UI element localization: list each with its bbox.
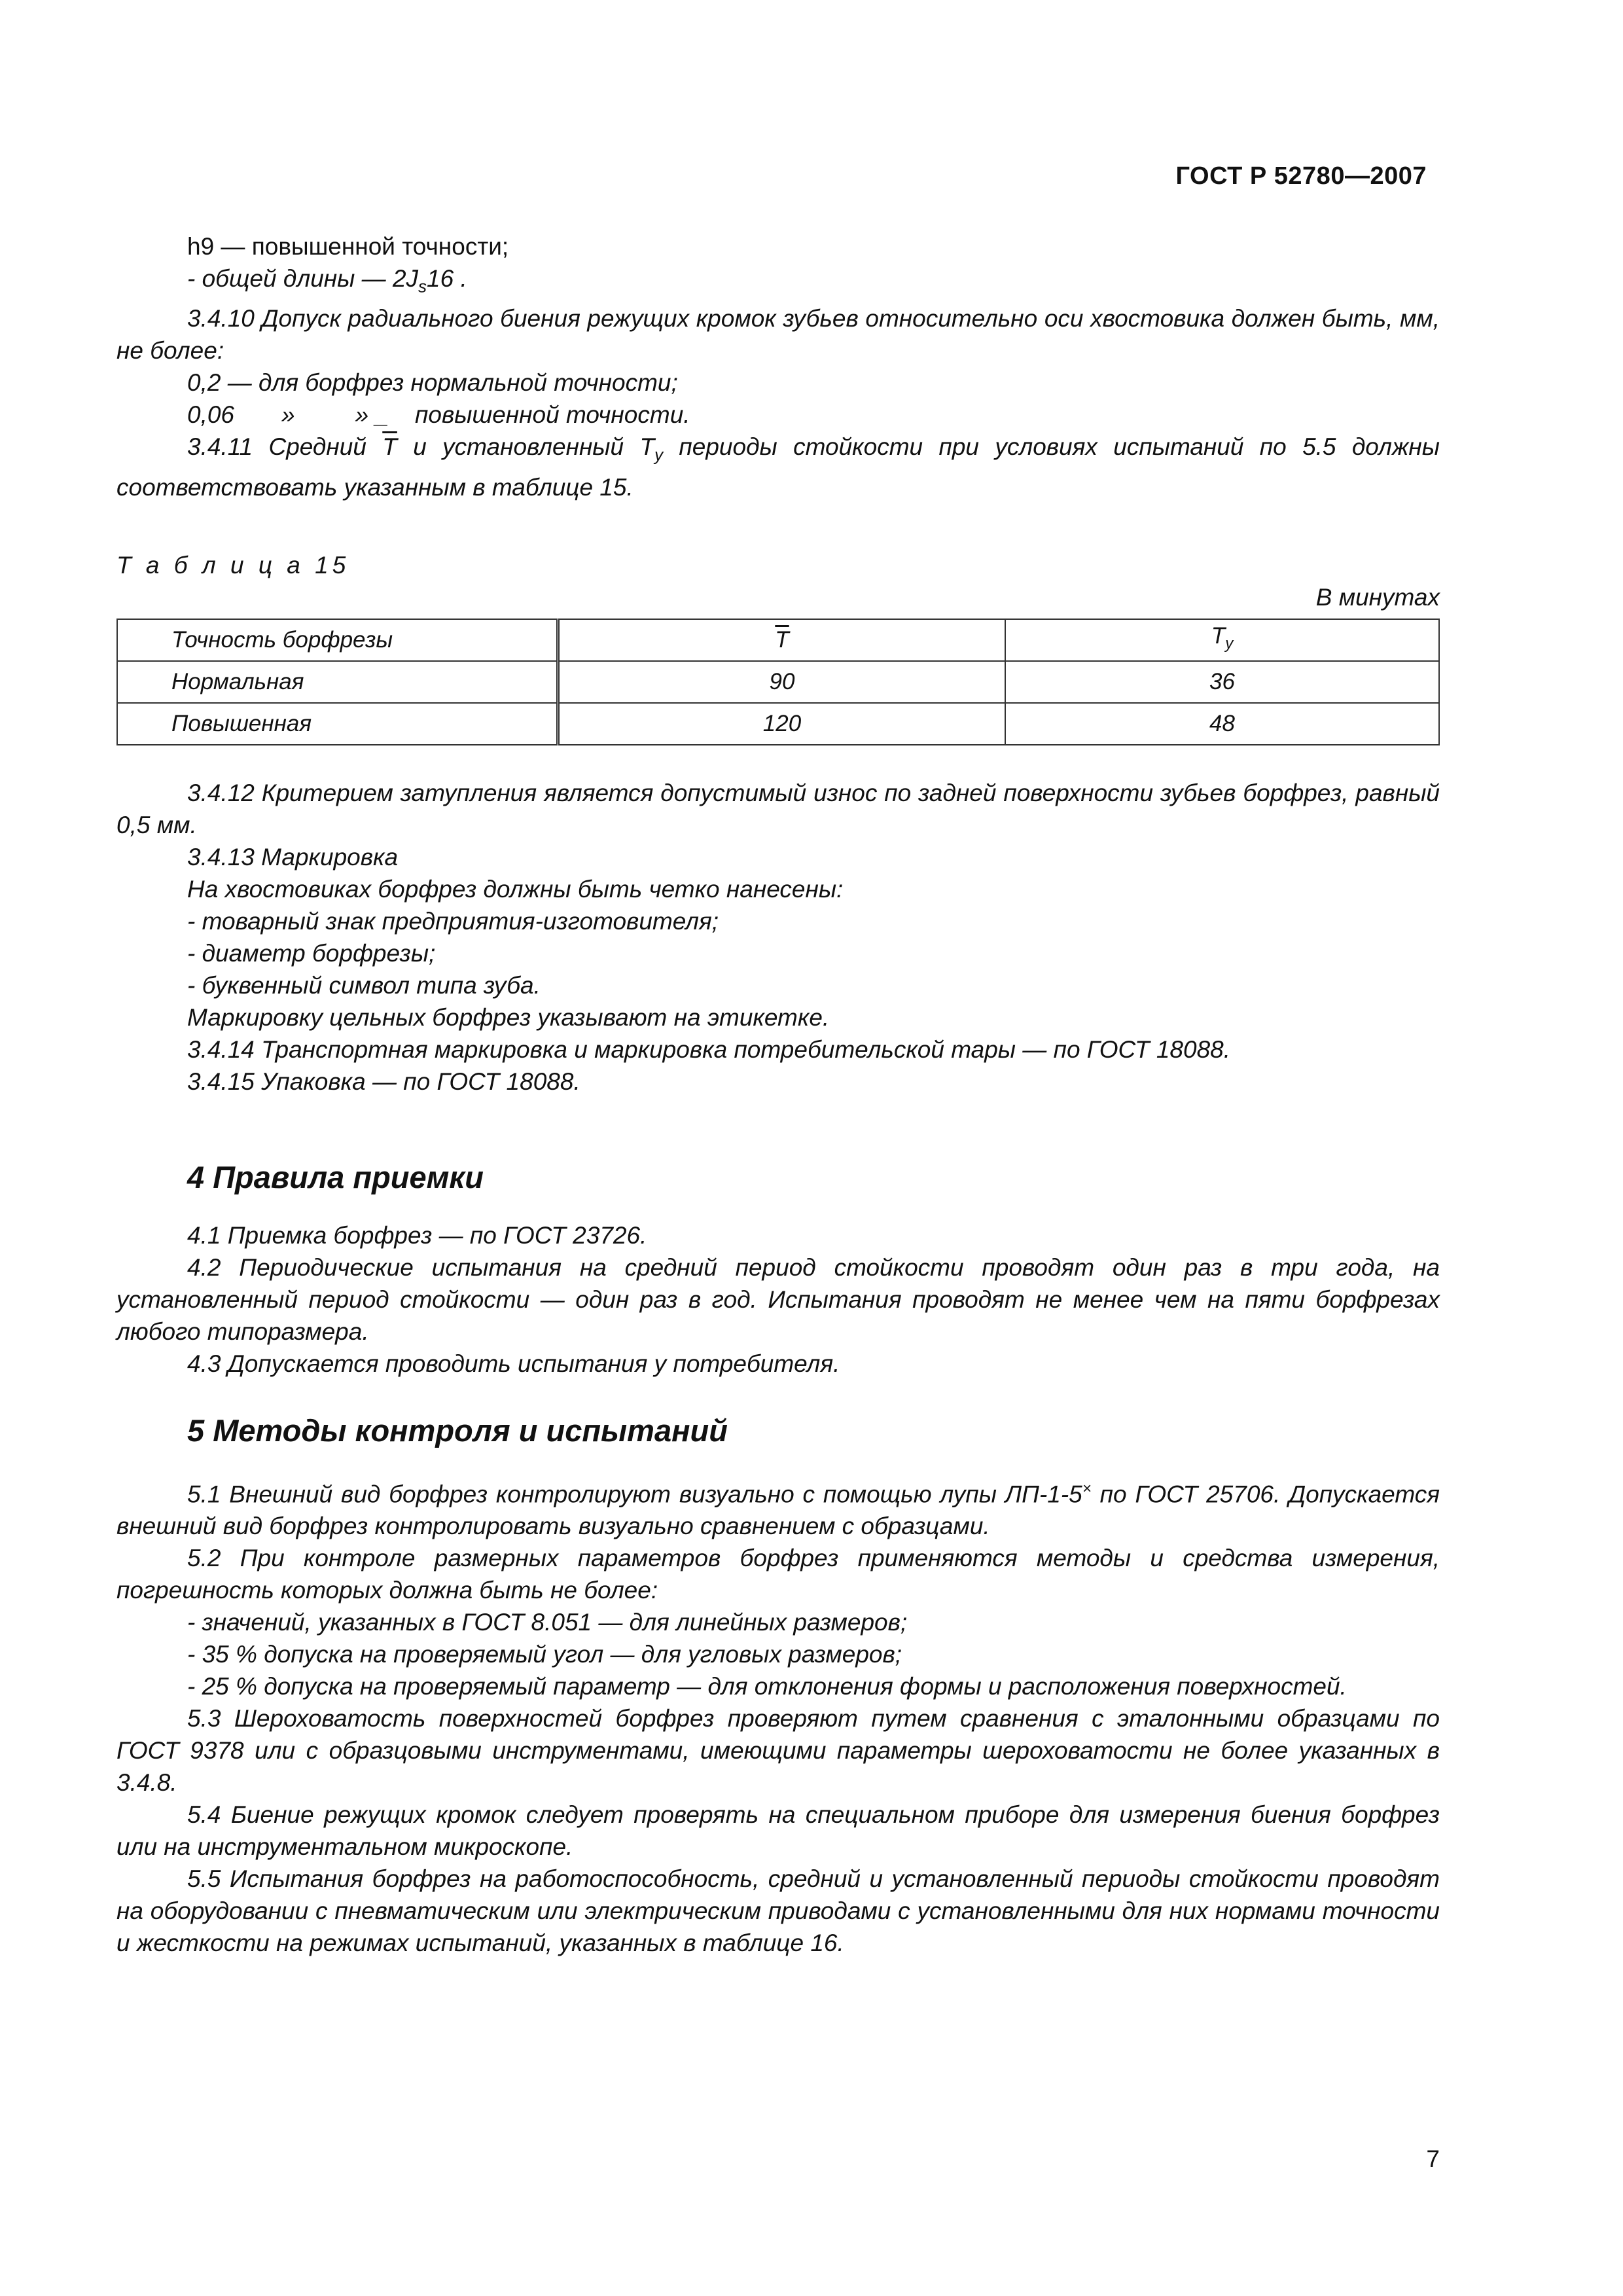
clause-5-4: 5.4 Биение режущих кромок следует проверять на специальном приборе для измерения биения борфрез или на инструментальном микроскопе.	[116, 1801, 1440, 1861]
clause-3-4-13-item: Маркировку цельных борфрез указывают на этикетке.	[187, 1003, 830, 1031]
clause-4-3: 4.3 Допускается проводить испытания у потребителя.	[187, 1350, 840, 1377]
table-cell: Нормальная	[117, 661, 558, 703]
clause-3-4-13: 3.4.13 Маркировка	[187, 843, 399, 870]
table-cell: 48	[1005, 703, 1439, 745]
clause-4-1: 4.1 Приемка борфрез — по ГОСТ 23726.	[187, 1221, 647, 1249]
text-line: h9 — повышенной точности;	[187, 233, 509, 260]
clause-5-5: 5.5 Испытания борфрез на работоспособность, средний и установленный периоды стойкости проводят на оборудовании с пневматическим или электрическим приводами с установленными для них нормами точности и жесткости на режимах испытаний, указанных в таблице 16.	[116, 1865, 1440, 1957]
clause-3-4-14: 3.4.14 Транспортная маркировка и маркировка потребительской тары — по ГОСТ 18088.	[187, 1035, 1231, 1063]
clause-3-4-12: 3.4.12 Критерием затупления является допустимый износ по задней поверхности зубьев борфрез, равный 0,5 мм.	[116, 779, 1440, 838]
table-cell: 90	[558, 661, 1006, 703]
document-header-id: ГОСТ Р 52780—2007	[1175, 162, 1427, 190]
clause-4-2: 4.2 Периодические испытания на средний период стойкости проводят один раз в три года, на установленный период стойкости — один раз в год. Испытания проводят не менее чем на пяти борфрезах любого типоразмера.	[116, 1253, 1440, 1345]
clause-3-4-13-item: - диаметр борфрезы;	[187, 939, 436, 967]
clause-3-4-13-item: - буквенный символ типа зуба.	[187, 971, 541, 999]
clause-3-4-10-item: 0,06 » » _ повышенной точности.	[187, 401, 690, 429]
document-body	[116, 230, 1440, 1959]
clause-5-3: 5.3 Шероховатость поверхностей борфрез проверяют путем сравнения с эталонными образцами по ГОСТ 9378 или с образцовыми инструментами, имеющими параметры шероховатости не более указанных в 3.4.8.	[116, 1705, 1440, 1797]
clause-3-4-11: 3.4.11 Средний $\overline{T}$ и установленный $T_у$ периоды стойкости при условиях испытаний по 5.5 должны соответствовать указанным в таблице 15.	[116, 433, 1440, 501]
clause-5-2-item: - значений, указанных в ГОСТ 8.051 — для линейных размеров;	[187, 1609, 908, 1636]
table-header-cell: $T_у$	[1005, 619, 1439, 661]
table-row	[117, 661, 1439, 703]
clause-3-4-13-item: - товарный знак предприятия-изготовителя;	[187, 907, 719, 935]
table-header-row	[117, 619, 1439, 661]
table-cell: Повышенная	[117, 703, 558, 745]
text-line: - общей длины — $2J_s16$ .	[187, 265, 467, 296]
table-row	[117, 703, 1439, 745]
clause-3-4-10: 3.4.10 Допуск радиального биения режущих кромок зубьев относительно оси хвостовика должен быть, мм, не более:	[116, 305, 1440, 365]
clause-5-2: 5.2 При контроле размерных параметров борфрез применяются методы и средства измерения, погрешность которых должна быть не более:	[116, 1545, 1440, 1604]
table-caption: Т а б л и ц а 15	[116, 551, 350, 579]
table-cell: 120	[558, 703, 1006, 745]
clause-3-4-10-item: 0,2 — для борфрез нормальной точности;	[187, 369, 678, 397]
section-4-heading: 4 Правила приемки	[187, 1159, 484, 1194]
table-cell: 36	[1005, 661, 1439, 703]
section-5-heading: 5 Методы контроля и испытаний	[187, 1412, 728, 1448]
table-15	[116, 619, 1440, 745]
clause-5-2-item: - 25 % допуска на проверяемый параметр — для отклонения формы и расположения поверхностей.	[187, 1673, 1347, 1700]
clause-5-2-item: - 35 % допуска на проверяемый угол — для угловых размеров;	[187, 1641, 902, 1668]
page-number: 7	[1426, 2145, 1440, 2172]
clause-3-4-15: 3.4.15 Упаковка — по ГОСТ 18088.	[187, 1067, 580, 1095]
table-header-cell: Точность борфрезы	[117, 619, 558, 661]
table-header-cell: $\overline{T}$	[558, 619, 1006, 661]
clause-5-1: 5.1 Внешний вид борфрез контролируют визуально с помощью лупы ЛП-1-5× по ГОСТ 25706. Допускается внешний вид борфрез контролировать визуально сравнением с образцами.	[116, 1479, 1440, 1540]
table-unit: В минутах	[1315, 583, 1440, 611]
clause-3-4-13-item: На хвостовиках борфрез должны быть четко нанесены:	[187, 875, 844, 903]
